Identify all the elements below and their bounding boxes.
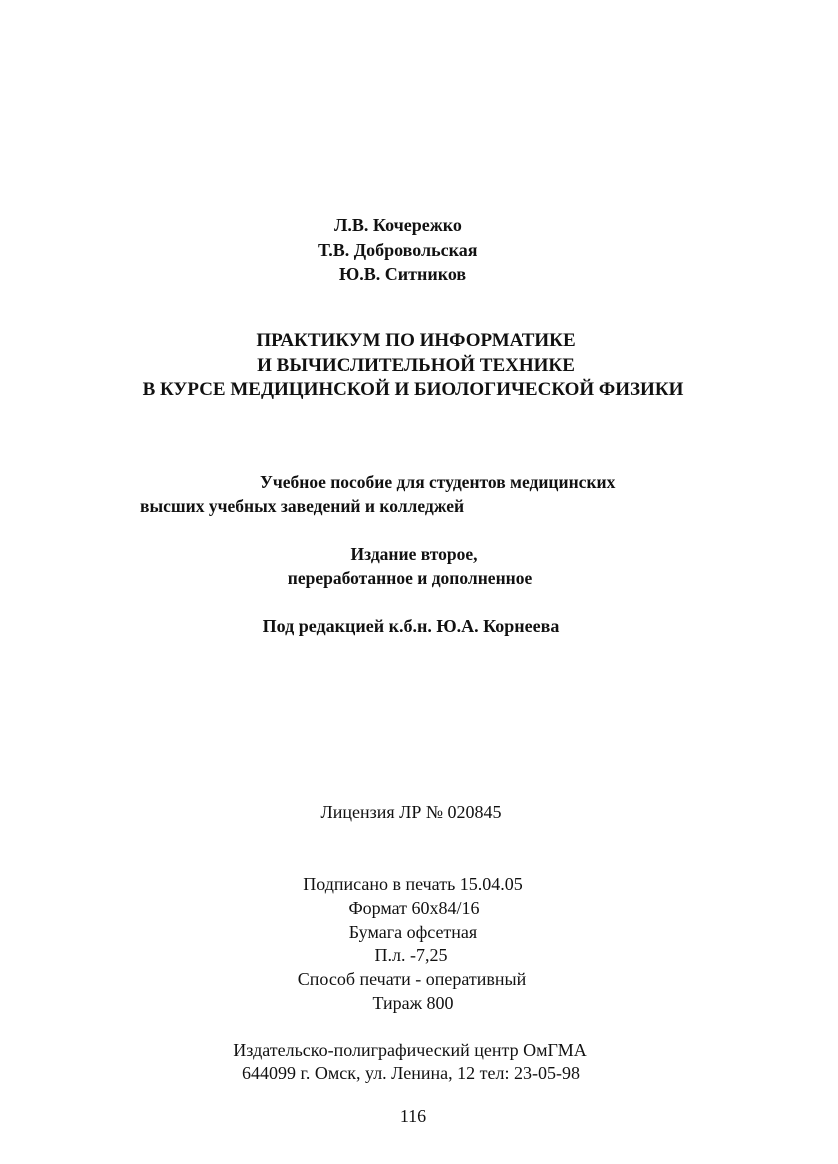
edition-line-2: переработанное и дополненное xyxy=(287,568,533,588)
author-3: Ю.В. Ситников xyxy=(339,264,467,284)
purpose-line-1: Учебное пособие для студентов медицинских xyxy=(260,472,616,492)
editor-line: Под редакцией к.б.н. Ю.А. Корнеева xyxy=(262,616,560,636)
edition-line-1: Издание второе, xyxy=(350,544,478,564)
print-paper: Бумага офсетная xyxy=(348,922,478,942)
print-signed: Подписано в печать 15.04.05 xyxy=(303,874,523,894)
author-1: Л.В. Кочережко xyxy=(334,215,462,235)
page-number: 116 xyxy=(399,1106,427,1126)
title-line-1: ПРАКТИКУМ ПО ИНФОРМАТИКЕ xyxy=(256,330,576,351)
title-line-2: И ВЫЧИСЛИТЕЛЬНОЙ ТЕХНИКЕ xyxy=(257,355,575,376)
license-line: Лицензия ЛР № 020845 xyxy=(320,802,502,822)
print-run: Тираж 800 xyxy=(372,993,454,1013)
print-method: Способ печати - оперативный xyxy=(297,969,527,989)
publisher-name: Издательско-полиграфический центр ОмГМА xyxy=(233,1040,587,1060)
print-sheets: П.л. -7,25 xyxy=(374,945,448,965)
purpose-line-2: высших учебных заведений и колледжей xyxy=(140,496,465,516)
print-format: Формат 60х84/16 xyxy=(348,898,480,918)
title-line-3: В КУРСЕ МЕДИЦИНСКОЙ И БИОЛОГИЧЕСКОЙ ФИЗИКИ xyxy=(142,379,684,400)
publisher-address: 644099 г. Омск, ул. Ленина, 12 тел: 23-05-98 xyxy=(242,1063,580,1083)
author-2: Т.В. Добровольская xyxy=(318,240,478,260)
